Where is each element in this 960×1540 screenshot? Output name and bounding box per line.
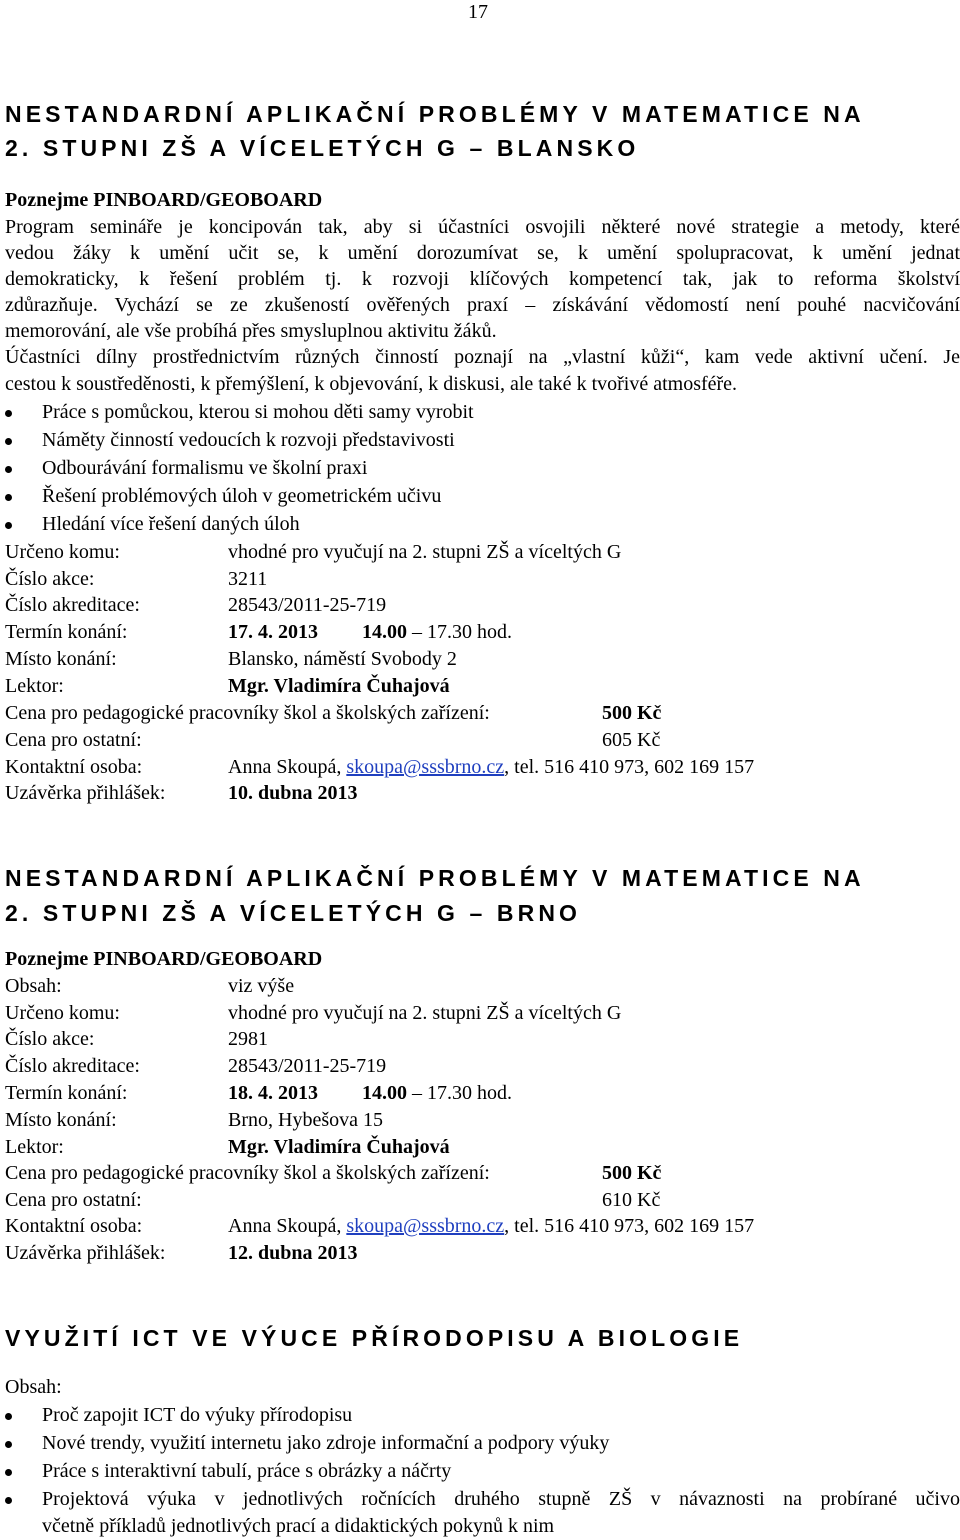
paragraph-line: Program semináře je koncipován tak, aby si účastníci osvojili některé nové strategie a metody, které — [5, 216, 960, 238]
section-1-title-line-2: 2. STUPNI ZŠ A VÍCELETÝCH G – BLANSKO — [5, 135, 640, 161]
bullet-icon — [5, 1469, 12, 1476]
bullet-icon — [5, 1441, 12, 1448]
bullet-icon — [5, 410, 12, 417]
bullet-icon — [5, 1497, 12, 1504]
bullet-icon — [5, 494, 12, 501]
paragraph-line: memorování, ale vše probíhá přes smysluplnou aktivitu žáků. — [5, 320, 497, 342]
section-3-title: VYUŽITÍ ICT VE VÝUCE PŘÍRODOPISU A BIOLOGIE — [5, 1325, 744, 1351]
section-2-title-line-1: NESTANDARDNÍ APLIKAČNÍ PROBLÉMY V MATEMATICE NA — [5, 865, 865, 891]
bullet-icon — [5, 438, 12, 445]
section-1-title-line-1: NESTANDARDNÍ APLIKAČNÍ PROBLÉMY V MATEMATICE NA — [5, 101, 865, 127]
email-link[interactable]: skoupa@sssbrno.cz — [346, 756, 505, 778]
document-page: 17 NESTANDARDNÍ APLIKAČNÍ PROBLÉMY V MATEMATICE NA 2. STUPNI ZŠ A VÍCELETÝCH G – BLANSKO Poznejme PINBOARD/GEOBOARD Program semináře je koncipován tak, aby si účastníci osvojili některé nové strategie a metody, které vedou žáky k umění učit se, k umění dorozumívat se, k umění spolupracovat, k umění jednat demokraticky, k řešení problém tj. k rozvoji klíčových kompetencí tak, jak to reforma školství zdůrazňuje. Vychází se ze zkušeností ověřených praxí – získávání vědomostí není pouhé nacvičování memorování, ale vše probíhá přes smysluplnou aktivitu žáků. Účastníci dílny prostřednictvím různých činností poznají na „vlastní kůži“, kam vede aktivní učení. Je cestou k soustředěnosti, k přemýšlení, k objevování, k diskusi, ale také k tvořivé atmosféře. Práce s pomůckou, kterou si mohou děti samy vyrobit Náměty činností vedoucích k rozvoji představivosti Odbourávání formalismu ve školní praxi Řešení problémových úloh v geometrickém učivu Hledání více řešení daných úloh Určeno komu: vhodné pro vyučují na 2. stupni ZŠ a víceltých G Číslo akce: 3211 Číslo akreditace: 28543/2011-25-719 Termín konání: 17. 4. 2013 14.00 – 17.30 hod. Místo konání: Blansko, náměstí Svobody 2 Lektor: Mgr. Vladimíra Čuhajová Cena pro pedagogické pracovníky škol a školských zařízení: 500 Kč Cena pro ostatní: 605 Kč Kontaktní osoba: Anna Skoupá, skoupa@sssbrno.cz, tel. 516 410 973, 602 169 157 Uzávěrka přihlášek: 10. dubna 2013 NESTANDARDNÍ APLIKAČNÍ PROBLÉMY V MATEMATICE NA 2. STUPNI ZŠ A VÍCELETÝCH G – BRNO Poznejme PINBOARD/GEOBOARD Obsah: viz výše Určeno komu: vhodné pro vyučují na 2. stupni ZŠ a víceltých G Číslo akce: 2981 Číslo akreditace: 28543/2011-25-719 Termín konání: 18. 4. 2013 14.00 – 17.30 hod. Místo konání: Brno, Hybešova 15 Lektor: Mgr. Vladimíra Čuhajová Cena pro pedagogické pracovníky škol a školských zařízení: 500 Kč Cena pro ostatní: 610 Kč Kontaktní osoba: Anna Skoupá, skoupa@sssbrno.cz, tel. 516 410 973, 602 169 157 Uzávěrka přihlášek: 12. dubna 2013 VYUŽITÍ ICT VE VÝUCE PŘÍRODOPISU A BIOLOGIE Obsah: Proč zapojit ICT do výuky přírodopisu Nové trendy, využití internetu jako zdroje informační a podpory výuky Práce s interaktivní tabulí, práce s obrázky a náčrty Projektová výuka v jednotlivých ročnících druhého stupně ZŠ v návaznosti na probírané učivo včetně příkladů jednotlivých prací a didaktických pokynů k nim — [0, 0, 960, 1539]
section-1-subtitle — [5, 187, 322, 214]
page-number: 17 — [468, 1, 488, 23]
paragraph-line: cestou k soustředěnosti, k přemýšlení, k objevování, k diskusi, ale také k tvořivé atmosféře. — [5, 373, 738, 395]
subtitle-text: Poznejme PINBOARD/GEOBOARD — [5, 948, 323, 970]
list-item-continuation: včetně příkladů jednotlivých prací a didaktických pokynů k nim — [42, 1515, 555, 1537]
bullet-icon — [5, 466, 12, 473]
paragraph-line: vedou žáky k umění učit se, k umění dorozumívat se, k umění spolupracovat, k umění jednat — [5, 242, 960, 264]
paragraph-line: demokraticky, k řešení problém tj. k rozvoji klíčových kompetencí tak, jak to reforma školství — [5, 268, 960, 290]
bullet-icon — [5, 1413, 12, 1420]
section-2-title-line-2: 2. STUPNI ZŠ A VÍCELETÝCH G – BRNO — [5, 900, 582, 926]
subtitle-text: Poznejme PINBOARD/GEOBOARD — [5, 189, 323, 211]
paragraph-line: zdůrazňuje. Vychází se ze zkušeností ověřených praxí – získávání vědomostí není pouhé nacvičování — [5, 294, 960, 316]
bullet-icon — [5, 522, 12, 529]
email-link[interactable]: skoupa@sssbrno.cz — [346, 1215, 505, 1237]
section-3-obsah-label: Obsah: — [5, 1376, 62, 1398]
section-2-subtitle — [5, 946, 322, 973]
paragraph-line: Účastníci dílny prostřednictvím různých činností poznají na „vlastní kůži“, kam vede aktivní učení. Je — [5, 346, 960, 368]
